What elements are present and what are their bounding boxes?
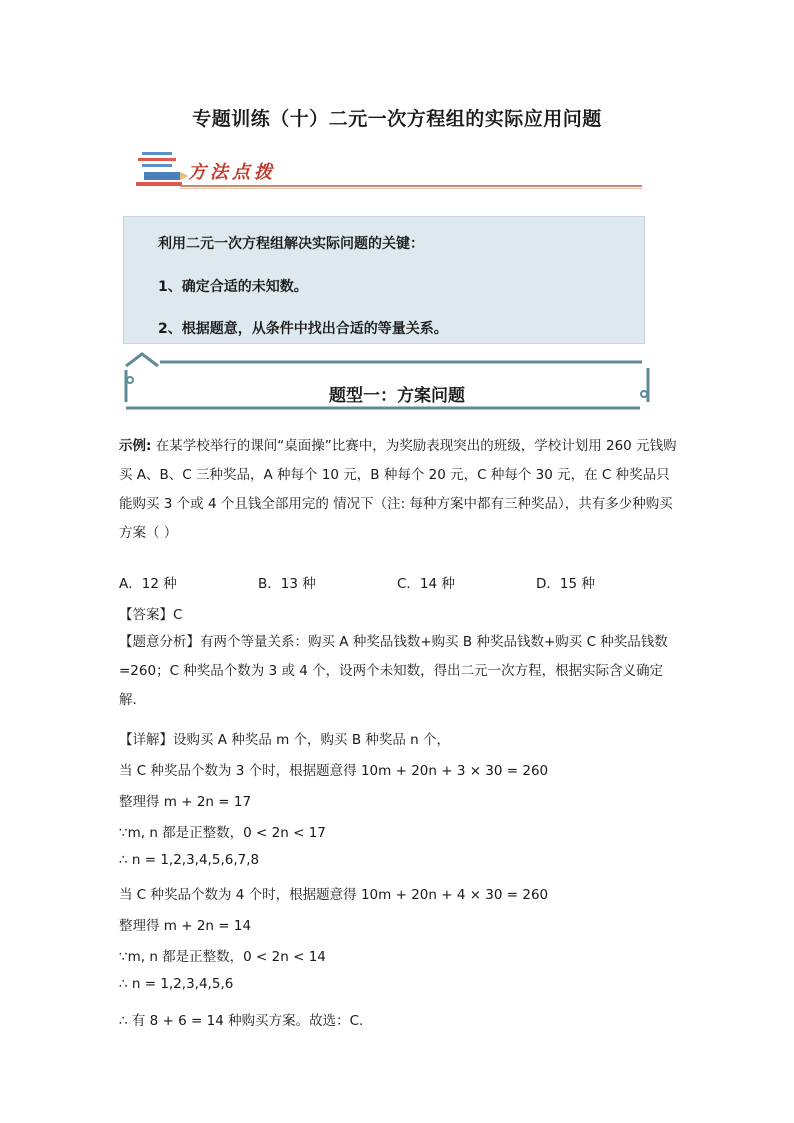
detail-line: ∵m, n 都是正整数，0 < 2n < 14 (119, 949, 326, 965)
key-intro: 利用二元一次方程组解决实际问题的关键： (158, 236, 424, 252)
example-text: 在某学校举行的课间“桌面操”比赛中，为奖励表现突出的班级，学校计划用 260 元钱购买 A、B、C 三种奖品，A 种每个 10 元，B 种每个 20 元，C 种每个 30 元，在 C 种奖品只能购买 3 个或 4 个且钱全部用完的 情况下（注: 每种方案中都有三种奖品），共有多少种购买方案（ ） (119, 438, 677, 541)
detail-line: ∵m, n 都是正整数，0 < 2n < 17 (119, 825, 326, 841)
option-b: B．13 种 (258, 576, 316, 592)
analysis: 【题意分析】有两个等量关系：购买 A 种奖品钱数+购买 B 种奖品钱数+购买 C 种奖品钱数=260；C 种奖品个数为 3 或 4 个，设两个未知数，得出二元一次方程，根据实际含义确定解． (119, 634, 668, 708)
option-d: D．15 种 (536, 576, 595, 592)
detail-line: ∴ 有 8 + 6 = 14 种购买方案。故选：C. (119, 1013, 364, 1029)
key-points-box (123, 216, 645, 344)
divider (180, 185, 642, 187)
example-label: 示例: (119, 438, 152, 454)
divider (180, 188, 642, 189)
detail-line: 整理得 m + 2n = 14 (119, 918, 252, 934)
detail-line: ∴ n = 1,2,3,4,5,6,7,8 (119, 852, 260, 868)
detail-line: 当 C 种奖品个数为 3 个时，根据题意得 10m + 20n + 3 × 30 = 260 (119, 763, 549, 779)
example-paragraph (119, 432, 679, 548)
option-c: C．14 种 (397, 576, 455, 592)
detail-line: 【详解】设购买 A 种奖品 m 个，购买 B 种奖品 n 个， (119, 732, 451, 748)
option-a: A．12 种 (119, 576, 177, 592)
key-point-2: 2、根据题意，从条件中找出合适的等量关系。 (158, 321, 448, 337)
question-type-title: 题型一：方案问题 (329, 386, 465, 406)
key-point-1: 1、确定合适的未知数。 (158, 279, 308, 295)
method-label: 方法点拨 (188, 162, 276, 183)
answer: 【答案】C (119, 607, 183, 623)
detail-line: 整理得 m + 2n = 17 (119, 794, 252, 810)
detail-line: 当 C 种奖品个数为 4 个时，根据题意得 10m + 20n + 4 × 30 = 260 (119, 887, 549, 903)
page-title: 专题训练（十）二元一次方程组的实际应用问题 (192, 108, 602, 130)
detail-line: ∴ n = 1,2,3,4,5,6 (119, 976, 234, 992)
